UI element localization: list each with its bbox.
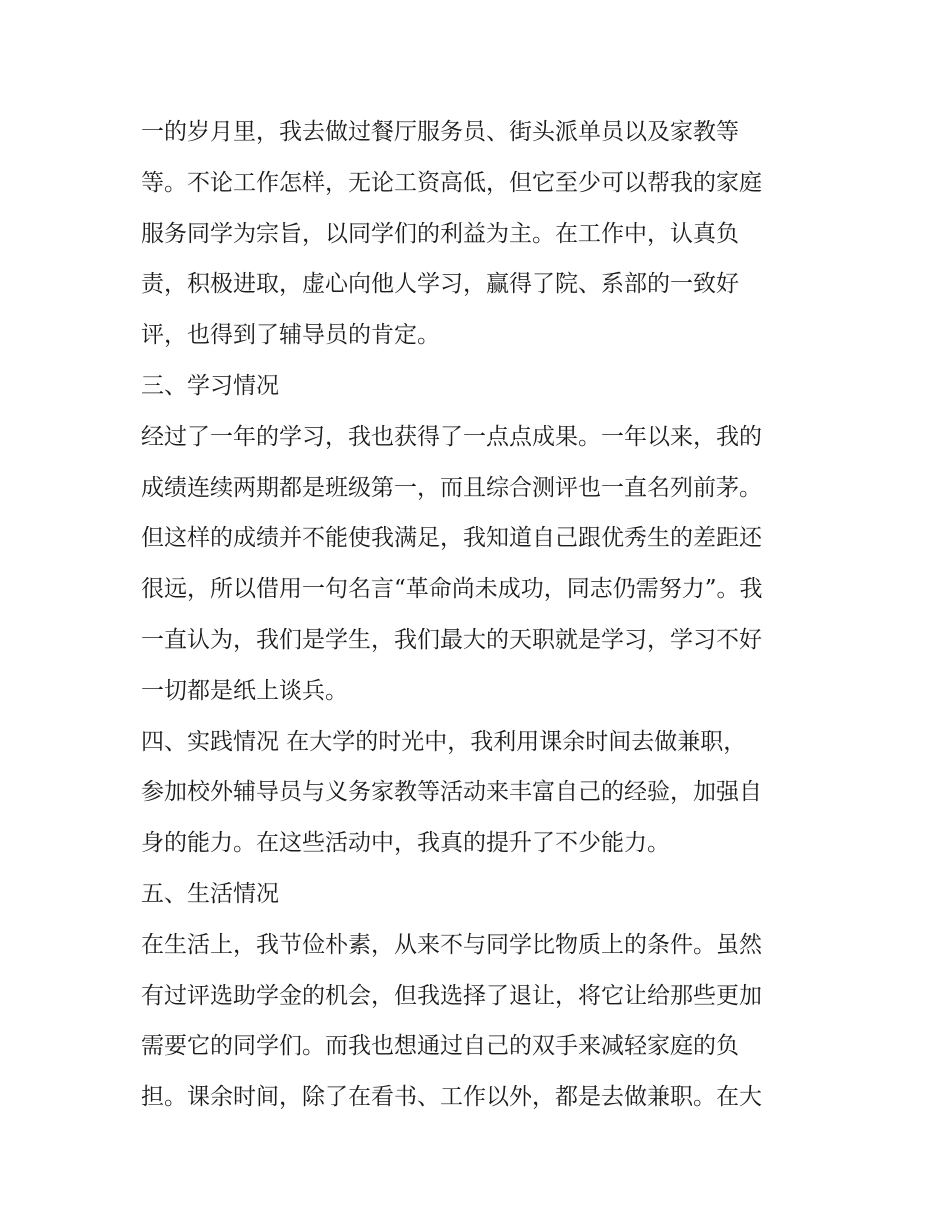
body-line: 但这样的成绩并不能使我满足，我知道自己跟优秀生的差距还 xyxy=(141,525,762,552)
body-line: 参加校外辅导员与义务家教等活动来丰富自己的经验，加强自 xyxy=(141,779,762,806)
body-line: 担。课余时间，除了在看书、工作以外，都是去做兼职。在大 xyxy=(141,1084,762,1111)
document-body xyxy=(141,107,821,1123)
body-line: 需要它的同学们。而我也想通过自己的双手来减轻家庭的负 xyxy=(141,1033,739,1060)
section-heading-practice: 四、实践情况 在大学的时光中，我利用课余时间去做兼职， xyxy=(141,728,747,755)
body-line: 责，积极进取，虚心向他人学习，赢得了院、系部的一致好 xyxy=(141,271,739,298)
section-heading-life: 五、生活情况 xyxy=(141,880,279,907)
body-line: 在生活上，我节俭朴素，从来不与同学比物质上的条件。虽然 xyxy=(141,931,762,958)
body-line: 评，也得到了辅导员的肯定。 xyxy=(141,322,440,349)
body-line: 一直认为，我们是学生，我们最大的天职就是学习，学习不好 xyxy=(141,626,762,653)
body-line: 服务同学为宗旨，以同学们的利益为主。在工作中，认真负 xyxy=(141,220,739,247)
body-line: 成绩连续两期都是班级第一，而且综合测评也一直名列前茅。 xyxy=(141,474,762,501)
body-line: 一的岁月里，我去做过餐厅服务员、街头派单员以及家教等 xyxy=(141,119,739,145)
body-line: 身的能力。在这些活动中，我真的提升了不少能力。 xyxy=(141,830,670,857)
body-line: 等。不论工作怎样，无论工资高低，但它至少可以帮我的家庭 xyxy=(141,169,762,196)
body-line: 经过了一年的学习，我也获得了一点点成果。一年以来，我的 xyxy=(141,423,762,450)
section-heading-study: 三、学习情况 xyxy=(141,372,279,399)
body-line: 有过评选助学金的机会，但我选择了退让，将它让给那些更加 xyxy=(141,982,762,1009)
body-line: 一切都是纸上谈兵。 xyxy=(141,677,348,704)
body-line: 很远，所以借用一句名言“革命尚未成功，同志仍需努力”。我 xyxy=(141,576,763,603)
